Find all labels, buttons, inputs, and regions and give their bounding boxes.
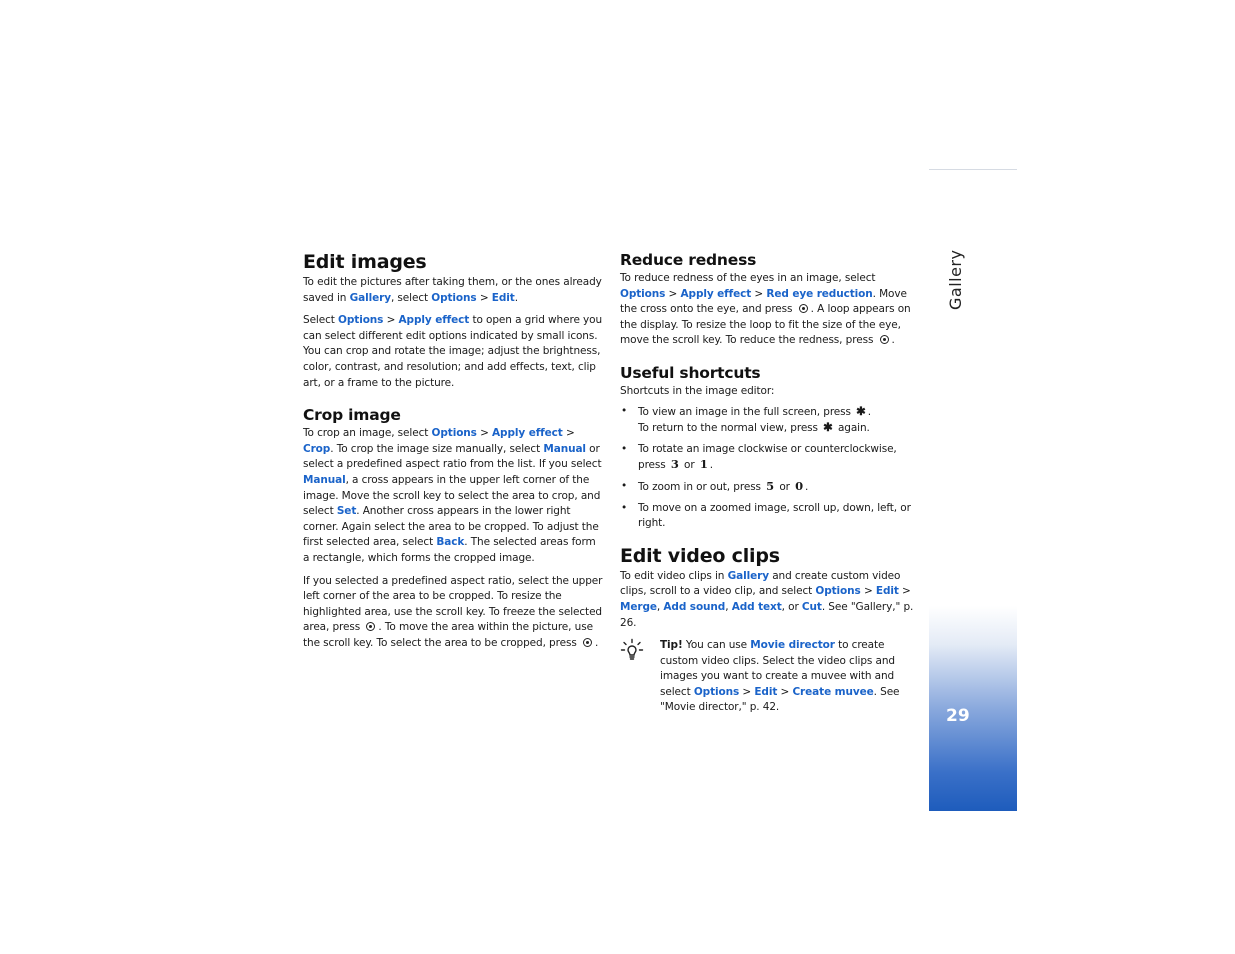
menu-crop-link: Crop: [303, 442, 331, 455]
crop-image-paragraph-2: [303, 574, 603, 652]
text: >: [898, 585, 911, 598]
text: . See "Movie director," p. 42.: [660, 685, 900, 714]
text: .: [514, 291, 518, 304]
key-3-icon: 3: [670, 457, 679, 472]
menu-red-eye-reduction-link: Red eye reduction: [766, 287, 873, 300]
menu-merge-link: Merge: [620, 600, 657, 613]
text: .: [891, 334, 895, 347]
page-number: 29: [946, 706, 970, 726]
menu-options-link: Options: [815, 585, 861, 598]
menu-options-link: Options: [620, 287, 666, 300]
edit-video-clips-paragraph: [620, 569, 922, 631]
left-column: [303, 249, 603, 651]
menu-edit-link: Edit: [491, 291, 515, 304]
text: You can use: [682, 639, 751, 652]
text: ,: [656, 600, 664, 613]
text: , select: [390, 291, 432, 304]
crop-image-paragraph-1: [303, 426, 603, 566]
text: If you selected a predefined aspect ratio, select the upper left corner of the area to be cropped. To resize the highlighted area, use the scroll key. To freeze the selected area, press: [303, 574, 603, 634]
list-item: [620, 404, 922, 437]
text: To edit the pictures after taking them, or the ones already saved in: [303, 276, 602, 304]
text: to open a grid where you can select different edit options indicated by small icons. You can crop and rotate the image; adjust the brightness, color, contrast, and resolution; and add effects, text, clip art, or a frame to the picture.: [303, 314, 603, 389]
menu-edit-link: Edit: [875, 585, 899, 598]
menu-create-muvee-link: Create muvee: [792, 685, 874, 698]
menu-apply-effect-link: Apply effect: [398, 314, 470, 327]
text: To view an image in the full screen, press: [638, 405, 855, 418]
menu-manual-link: Manual: [303, 473, 346, 486]
list-item: [620, 501, 922, 532]
menu-options-link: Options: [338, 314, 384, 327]
text: Select: [303, 314, 339, 327]
text: >: [383, 314, 399, 327]
text: . The selected areas form a rectangle, which forms the cropped image.: [303, 536, 596, 564]
bullet: •: [621, 404, 628, 417]
list-item: [620, 442, 922, 474]
key-1-icon: 1: [699, 457, 708, 472]
scroll-key-press-icon: [880, 335, 889, 344]
bullet: •: [621, 479, 628, 492]
text: >: [860, 585, 876, 598]
text: .: [709, 459, 713, 472]
menu-add-text-link: Add text: [731, 600, 782, 613]
bullet: •: [621, 442, 628, 455]
menu-gallery-link: Gallery: [349, 291, 391, 304]
text: >: [739, 685, 755, 698]
text: to create custom video clips. Select the video clips and images you want to create a muvee with and select: [660, 639, 895, 698]
menu-gallery-link: Gallery: [727, 569, 769, 582]
reduce-redness-paragraph: [620, 271, 922, 349]
shortcuts-list: [620, 404, 922, 532]
tip-text: [660, 638, 922, 716]
scroll-key-press-icon: [799, 304, 808, 313]
text: >: [751, 287, 767, 300]
text: . A loop appears on the display. To resize the loop to fit the size of the eye, move the scroll key. To reduce the redness, press: [620, 303, 911, 347]
right-column: [620, 249, 922, 716]
star-key-icon: ✱: [856, 403, 866, 418]
text: or: [776, 480, 794, 493]
edit-video-clips-heading: Edit video clips: [620, 544, 780, 567]
menu-edit-link: Edit: [754, 685, 778, 698]
useful-shortcuts-intro: Shortcuts in the image editor:: [620, 384, 775, 397]
menu-cut-link: Cut: [801, 600, 822, 613]
text: .: [867, 405, 871, 418]
menu-back-link: Back: [436, 536, 465, 549]
text: >: [476, 427, 493, 440]
edit-images-heading: Edit images: [303, 251, 427, 273]
menu-apply-effect-link: Apply effect: [492, 427, 563, 440]
text: .: [805, 480, 809, 493]
crop-image-heading: Crop image: [303, 406, 401, 425]
text: . To crop the image size manually, select: [330, 442, 544, 455]
tip-label: Tip!: [660, 639, 683, 652]
text: >: [476, 291, 492, 304]
text: To crop an image, select: [303, 427, 432, 440]
menu-apply-effect-link: Apply effect: [680, 287, 752, 300]
menu-options-link: Options: [431, 291, 477, 304]
menu-add-sound-link: Add sound: [663, 600, 726, 613]
lightbulb-icon: [620, 638, 644, 662]
text: To rotate an image clockwise or counterclockwise, press: [638, 442, 897, 472]
menu-options-link: Options: [431, 427, 477, 440]
key-0-icon: 0: [795, 478, 804, 493]
reduce-redness-heading: Reduce redness: [620, 251, 757, 269]
text: , a cross appears in the upper left corner of the image. Move the scroll key to select the area to crop, and select: [303, 473, 601, 518]
text: ,: [725, 600, 732, 613]
scroll-key-press-icon: [366, 622, 375, 631]
list-item: [620, 479, 922, 496]
edit-images-paragraph-2: [303, 313, 603, 391]
text: .: [594, 636, 599, 649]
text: , or: [781, 600, 802, 613]
text: . Another cross appears in the lower right corner. Again select the area to be cropped. To adjust the first selected area, select: [303, 505, 599, 549]
text: . Move the cross onto the eye, and press: [620, 287, 907, 316]
text: To move on a zoomed image, scroll up, down, left, or right.: [638, 501, 911, 530]
chapter-label: Gallery: [946, 249, 965, 310]
menu-options-link: Options: [693, 685, 740, 698]
text: . See "Gallery," p. 26.: [620, 600, 914, 629]
bullet: •: [621, 501, 628, 514]
text: >: [665, 287, 681, 300]
menu-manual-link: Manual: [543, 442, 586, 455]
edit-images-paragraph-1: [303, 275, 603, 306]
text: . To move the area within the picture, use the scroll key. To select the area to be cropped, press: [303, 621, 593, 649]
text: >: [562, 427, 575, 440]
key-5-icon: 5: [766, 478, 775, 493]
menu-movie-director-link: Movie director: [750, 639, 835, 652]
text: To edit video clips in: [620, 569, 728, 582]
text: >: [777, 685, 793, 698]
menu-set-link: Set: [336, 505, 357, 518]
text: To return to the normal view, press: [638, 422, 822, 435]
tip-box: [620, 638, 922, 716]
text: To zoom in or out, press: [638, 480, 765, 493]
text: To reduce redness of the eyes in an image, select: [620, 272, 876, 284]
text: or: [680, 459, 698, 472]
text: or select a predefined aspect ratio from the list. If you select: [303, 442, 602, 471]
scroll-key-press-icon: [583, 638, 592, 647]
useful-shortcuts-heading: Useful shortcuts: [620, 363, 761, 382]
text: and create custom video clips, scroll to a video clip, and select: [620, 569, 901, 598]
chapter-sidebar: [929, 169, 1017, 811]
star-key-icon: ✱: [823, 420, 833, 435]
text: again.: [834, 422, 870, 435]
